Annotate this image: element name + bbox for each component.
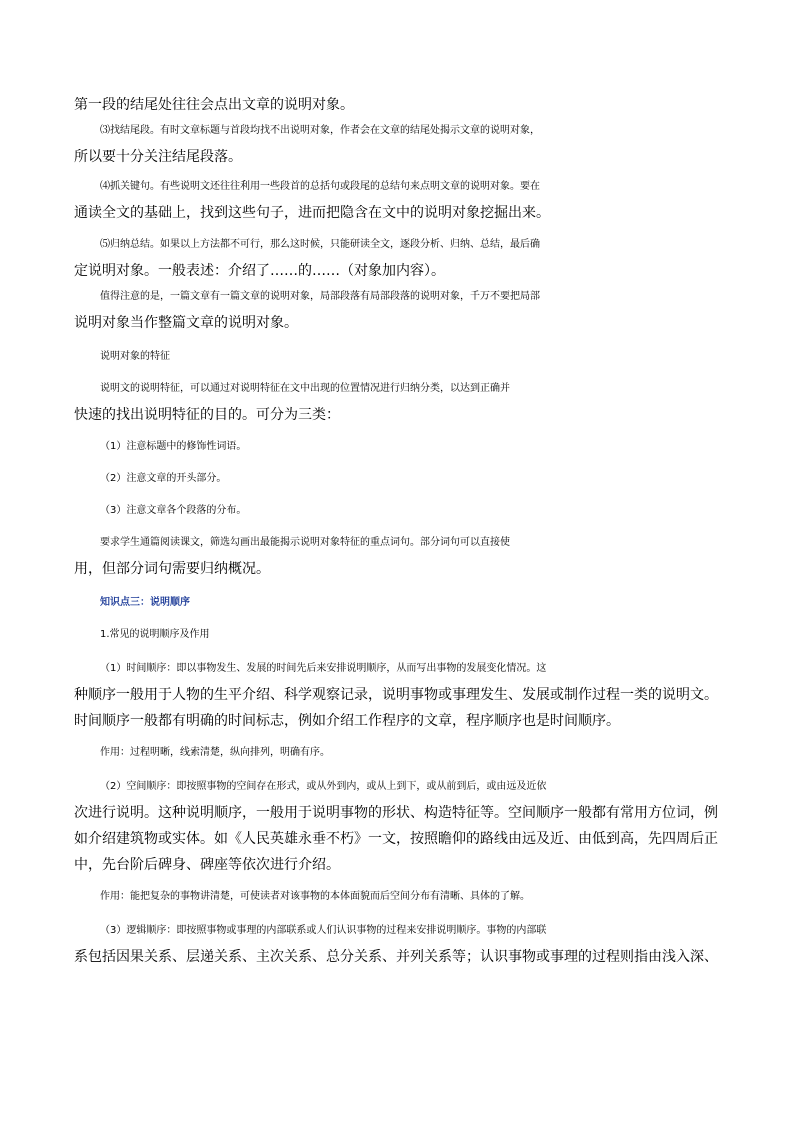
text-line: （3）注意文章各个段落的分布。 [100, 505, 247, 516]
text-line: 第一段的结尾处往往会点出文章的说明对象。 [74, 97, 354, 113]
text-line: （1）时间顺序：即以事物发生、发展的时间先后来安排说明顺序，从而写出事物的发展变化情况。这 [100, 663, 547, 674]
text-line: 次进行说明。这种说明顺序，一般用于说明事物的形状、构造特征等。空间顺序一般都有常用方位词，例 [74, 805, 718, 821]
text-line: 说明文的说明特征，可以通过对说明特征在文中出现的位置情况进行归纳分类，以达到正确并 [100, 383, 510, 394]
text-line: 种顺序一般用于人物的生平介绍、科学观察记录，说明事物或事理发生、发展或制作过程一类的说明文。 [74, 687, 718, 703]
text-line: （1）注意标题中的修饰性词语。 [100, 441, 247, 452]
text-line: 通读全文的基础上，找到这些句子，进而把隐含在文中的说明对象挖掘出来。 [74, 205, 550, 221]
text-line: 时间顺序一般都有明确的时间标志，例如介绍工作程序的文章，程序顺序也是时间顺序。 [74, 713, 620, 729]
text-line: 1.常见的说明顺序及作用 [100, 629, 210, 640]
text-line: 系包括因果关系、层递关系、主次关系、总分关系、并列关系等；认识事物或事理的过程则指由浅入深、 [74, 949, 718, 965]
section-heading: 知识点三：说明顺序 [100, 597, 190, 608]
text-line: 定说明对象。一般表述：介绍了……的……（对象加内容）。 [74, 263, 445, 279]
text-line: ⑷抓关键句。有些说明文还往往利用一些段首的总括句或段尾的总结句来点明文章的说明对象。要在 [100, 181, 540, 192]
text-line: 值得注意的是，一篇文章有一篇文章的说明对象，局部段落有局部段落的说明对象，千万不要把局部 [100, 291, 540, 302]
text-line: （3）逻辑顺序：即按照事物或事理的内部联系或人们认识事物的过程来安排说明顺序。事物的内部联 [100, 925, 547, 936]
text-line: ⑶找结尾段。有时文章标题与首段均找不出说明对象，作者会在文章的结尾处揭示文章的说明对象， [100, 125, 540, 136]
text-line: 快速的找出说明特征的目的。可分为三类： [74, 407, 340, 423]
text-line: （2）空间顺序：即按照事物的空间存在形式，或从外到内，或从上到下，或从前到后，或由远及近依 [100, 781, 547, 792]
text-line: 说明对象当作整篇文章的说明对象。 [74, 315, 298, 331]
document-body [74, 92, 730, 970]
text-line: ⑸归纳总结。如果以上方法都不可行，那么这时候，只能研读全文，逐段分析、归纳、总结，最后确 [100, 239, 540, 250]
text-line: （2）注意文章的开头部分。 [100, 473, 227, 484]
text-line: 说明对象的特征 [100, 351, 170, 362]
text-line: 要求学生通篇阅读课文，筛选勾画出最能揭示说明对象特征的重点词句。部分词句可以直接使 [100, 537, 510, 548]
text-line: 所以要十分关注结尾段落。 [74, 149, 242, 165]
text-line: 作用：能把复杂的事物讲清楚，可使读者对该事物的本体面貌而后空间分布有清晰、具体的了解。 [100, 891, 530, 902]
text-line: 用，但部分词句需要归纳概况。 [74, 561, 270, 577]
text-line: 如介绍建筑物或实体。如《人民英雄永垂不朽》一文，按照瞻仰的路线由远及近、由低到高，先四周后正 [74, 831, 718, 847]
text-line: 中，先台阶后碑身、碑座等依次进行介绍。 [74, 857, 340, 873]
text-line: 作用：过程明晰，线索清楚，纵向排列，明确有序。 [100, 747, 330, 758]
